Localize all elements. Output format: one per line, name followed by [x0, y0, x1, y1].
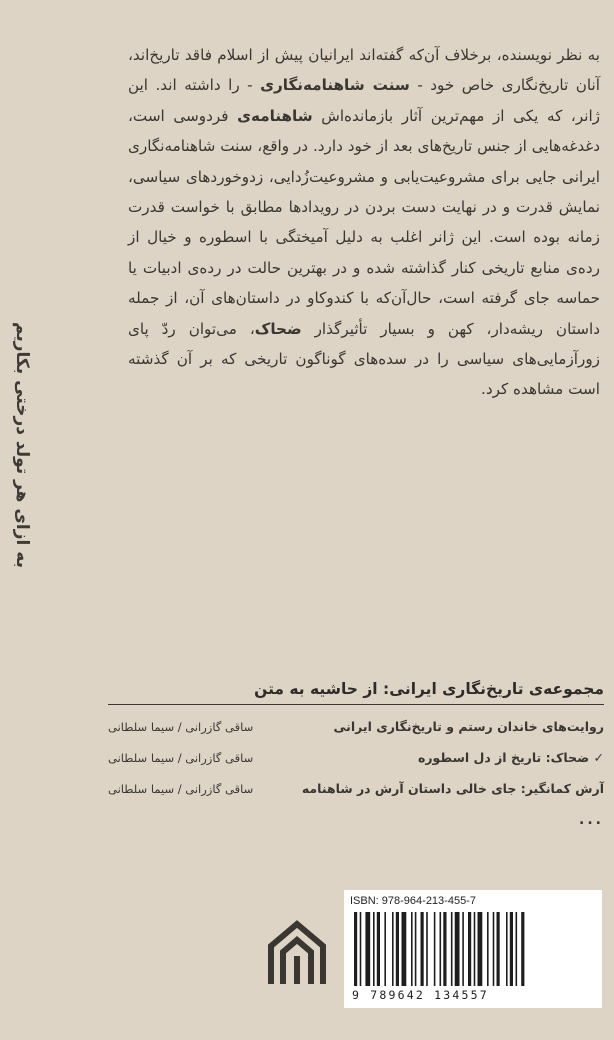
- series-section: [108, 680, 604, 828]
- isbn-barcode-box: [344, 890, 602, 1008]
- blurb-emphasis-3: ضحاک: [254, 319, 302, 338]
- book-list-item: [108, 781, 604, 812]
- barcode-icon: [352, 912, 596, 986]
- book-authors: ساقی گازرانی / سیما سلطانی: [108, 782, 254, 796]
- side-slogan: [2, 322, 42, 568]
- series-title: مجموعه‌ی تاریخ‌نگاری ایرانی: از حاشیه به متن: [108, 680, 604, 705]
- blurb-paragraph: [128, 40, 600, 405]
- blurb-text-4: ، می‌توان ردّ پای زورآزمایی‌های سیاسی را در سده‌های گوناگون تاریخی که بر آن گذشته است مشاهده کرد.: [128, 319, 600, 399]
- blurb-text-3: فردوسی است، دغدغه‌هایی از جنس تاریخ‌های بعد از خود دارد. در واقع، سنت شاهنامه‌نگاری ایرانی جایی برای مشروعیت‌یابی و مشروعیت‌زُدایی، زدوخوردهای سیاسی، نمایش قدرت و در نهایت دست بردن در رویدادها مطابق با خواست قدرت زمانه بوده است. این ژانر اغلب به دلیل آمیختگی با اسطوره و خیال از رده‌ی منابع تاریخی کنار گذاشته شده و در بهترین حالت در رده‌ی ادبیات یا حماسه جای گرفته است، حال‌آن‌که با کندوکاو در داستان‌های آن، از جمله داستان ریشه‌دار، کهن و بسیار تأثیرگذار: [128, 106, 601, 338]
- blurb-text-2: - را داشته اند. این ژانر، که یکی از مهم‌ترین آثار بازمانده‌اش: [128, 76, 600, 125]
- back-cover-blurb: [128, 40, 600, 405]
- publisher-logo-icon: [265, 916, 329, 988]
- blurb-emphasis-2: شاهنامه‌ی: [237, 106, 313, 125]
- book-title: روایت‌های خاندان رستم و تاریخ‌نگاری ایرانی: [333, 719, 604, 734]
- book-authors: ساقی گازرانی / سیما سلطانی: [108, 751, 254, 765]
- more-ellipsis: ...: [579, 812, 604, 828]
- barcode-digits: 9 789642 134557: [352, 988, 489, 1002]
- book-title: آرش کمانگیر: جای خالی داستان آرش در شاهنامه: [301, 781, 604, 796]
- book-list-item: [108, 750, 604, 781]
- isbn-label: ISBN: 978-964-213-455-7: [350, 895, 476, 907]
- blurb-emphasis-1: سنت شاهنامه‌نگاری: [260, 76, 410, 95]
- side-slogan-text: به ازای هر تولد درختی بکاریم: [12, 322, 32, 568]
- book-list-item: [108, 719, 604, 750]
- blurb-text-1: به نظر نویسنده، برخلاف آن‌که گفته‌اند ایرانیان پیش از اسلام فاقد تاریخ‌اند، آنان تاریخ‌نگاری خاص خود -: [128, 46, 600, 95]
- book-authors: ساقی گازرانی / سیما سلطانی: [108, 720, 254, 734]
- book-title: ✓ ضحاک: تاریخ از دل اسطوره: [417, 750, 604, 765]
